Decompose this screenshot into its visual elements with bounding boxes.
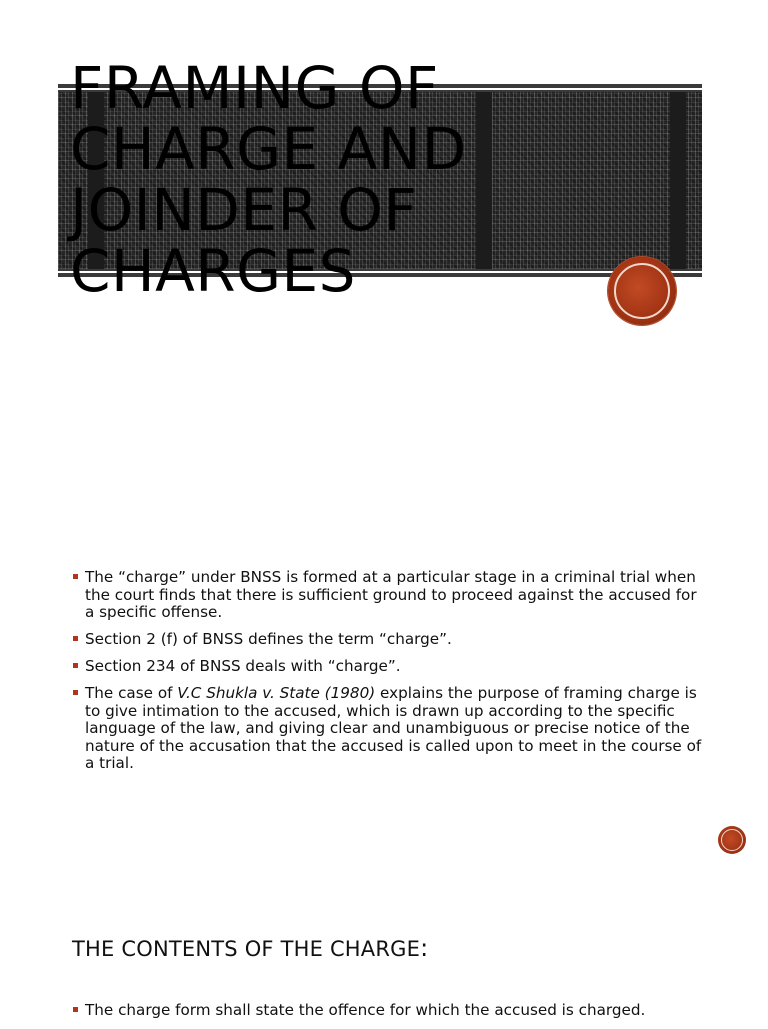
list-item: The charge form shall state the offence for which the accused is charged. [72, 1002, 702, 1020]
section-bullet-list [72, 1002, 702, 1029]
section-heading: THE CONTENTS OF THE CHARGE: [72, 934, 429, 962]
list-item: Section 2 (f) of BNSS defines the term “charge”. [72, 631, 702, 649]
slide-title: FRAMING OF CHARGE AND JOINDER OF CHARGES [70, 54, 467, 305]
list-item: The “charge” under BNSS is formed at a particular stage in a criminal trial when the court finds that there is sufficient ground to proceed against the accused for a specific offense. [72, 569, 702, 622]
list-item: The case of V.C Shukla v. State (1980) explains the purpose of framing charge is to give intimation to the accused, which is drawn up according to the specific language of the law, and giving clear and unambiguous or precise notice of the nature of the accusation that the accused is called upon to meet in the course of a trial. [72, 685, 702, 773]
banner-band [670, 92, 686, 269]
list-item: Section 234 of BNSS deals with “charge”. [72, 658, 702, 676]
decorative-medallion-icon [608, 257, 676, 325]
bullet-list [72, 569, 702, 782]
case-citation: V.C Shukla v. State (1980) [177, 684, 376, 702]
decorative-dot-icon [718, 826, 746, 854]
